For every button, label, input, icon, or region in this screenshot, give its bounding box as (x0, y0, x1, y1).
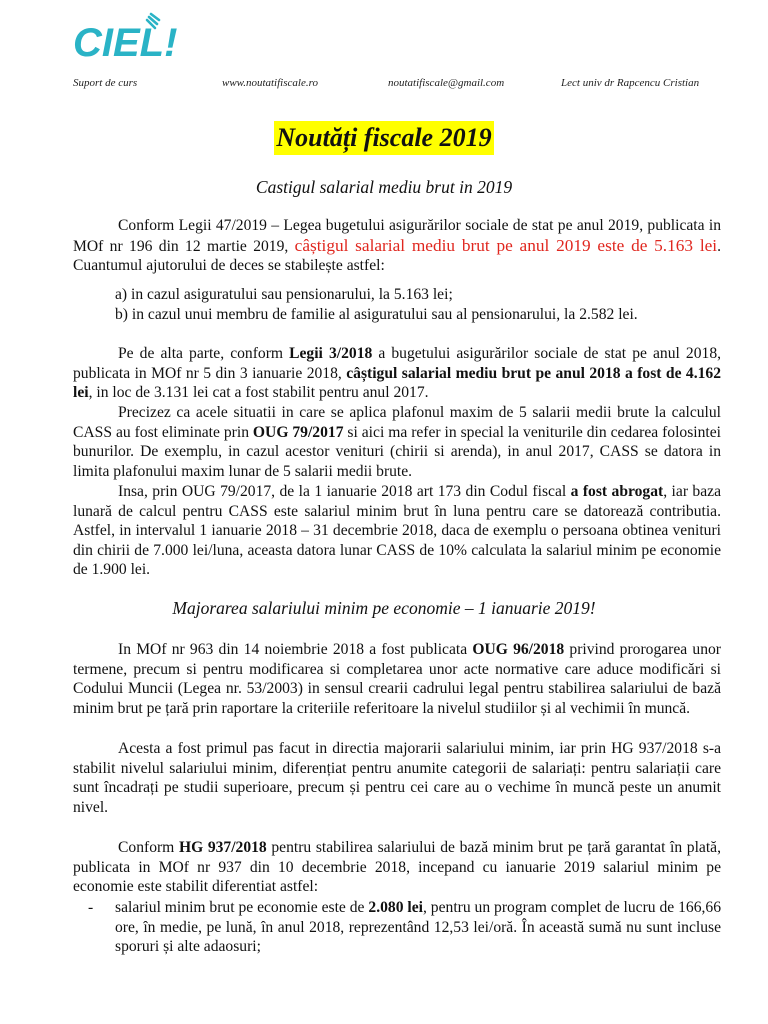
s1p1-highlight: câștigul salarial mediu brut pe anul 2019 este de 5.163 lei (294, 235, 718, 255)
bullet-dash: - (88, 899, 94, 916)
section1-paragraph-4 (73, 482, 721, 580)
header-email: noutatifiscale@gmail.com (388, 77, 505, 89)
s2p1-text-a: In MOf nr 963 din 14 noiembrie 2018 a fost publicata (118, 641, 473, 658)
section2-paragraph-2: Acesta a fost primul pas facut in directia majorarii salariului minim, iar prin HG 937/2018 s-a stabilit nivelul salariului minim, diferențiat pentru anumite categorii de salariați: pentru salariații care sunt încadrați pe studii superioare, precum și pentru cei care au o vechime în muncă peste un anumit nivel. (73, 740, 721, 816)
b1-text-c: , pentru un program complet de lucru de 166,66 ore, în medie, pe lună, în anul 2018, reprezentând 12,53 lei/oră. În această sumă nu sunt incluse sporuri și alte adaosuri; (115, 899, 722, 956)
header-course: Suport de curs (73, 77, 138, 89)
logo-text: CIEL! (73, 21, 178, 65)
list-item-b: b) in cazul unui membru de familie al asiguratului sau al pensionarului, la 2.582 lei. (115, 306, 638, 323)
s2p1-text-c: privind prorogarea unor termene, precum si pentru modificarea si completarea unor acte normative care aduce modificări si Codului Muncii (Legea nr. 53/2003) in sensul crearii cadrului legal pentru stabilirea salariului de bază minim brut pe țară prin raportare la criteriile referitoare la nivelul studiilor și al vechimii în muncă. (73, 641, 721, 717)
section2-paragraph-3 (73, 838, 721, 897)
section1-heading: Castigul salarial mediu brut in 2019 (255, 177, 513, 197)
s1p3-text-c: si aici ma refer in special la veniturile din cedarea folosintei bunurilor. De exemplu, in cazul acestor venituri (chirii si arenda), in anul 2017, CASS se datora in limita plafonului maxim lunar de 5 salarii medii brute. (73, 423, 721, 480)
s1p2-bold-2: câștigul salarial mediu brut pe anul 2018 a fost de 4.162 lei (73, 364, 721, 402)
s1p2-bold-1: Legii 3/2018 (289, 345, 373, 362)
section1-paragraph-2 (73, 344, 721, 403)
title-wrapper (0, 121, 768, 155)
s2p3-text-a: Conform (118, 839, 179, 856)
header-author: Lect univ dr Rapcencu Cristian (561, 77, 700, 89)
s1p1-text-b: . Cuantumul ajutorului de deces se stabilește astfel: (73, 237, 721, 275)
s1p3-text-a: Precizez ca acele situatii in care se aplica plafonul maxim de 5 salarii medii brute la calculul CASS au fost eliminate prin (73, 404, 721, 441)
list-item-a: a) in cazul asiguratului sau pensionarului, la 5.163 lei; (115, 286, 453, 303)
s2p3-text-c: pentru stabilirea salariului de bază minim brut pe țară garantat în plată, publicata in MOf nr 937 din 10 decembrie 2018, incepand cu ianuarie 2019 salariul minim pe economie este stabilit diferentiat astfel: (73, 839, 721, 896)
s1p1-text-a: Conform Legii 47/2019 – Legea bugetului asigurărilor sociale de stat pe anul 2019, publicata in MOf nr 196 din 12 martie 2019, (73, 217, 721, 255)
ciel-logo (73, 10, 178, 65)
bullet-text (115, 898, 721, 957)
s1p4-text-a: Insa, prin OUG 79/2017, de la 1 ianuarie 2018 art 173 din Codul fiscal (118, 483, 571, 500)
header-website: www.noutatifiscale.ro (222, 77, 318, 89)
s1p2-text-d: , in loc de 3.131 lei cat a fost stabilit pentru anul 2017. (88, 384, 429, 402)
section1-paragraph-1 (73, 216, 721, 276)
bullet-item-1 (73, 898, 721, 957)
s1p3-bold: OUG 79/2017 (252, 423, 344, 441)
page-title: Noutăți fiscale 2019 (274, 121, 493, 155)
page-header (0, 77, 768, 93)
s2p1-bold: OUG 96/2018 (472, 641, 565, 658)
s2p3-bold: HG 937/2018 (178, 839, 267, 856)
section2-paragraph-1 (73, 640, 721, 718)
section2-heading: Majorarea salariului minim pe economie – 1 ianuarie 2019! (172, 598, 596, 618)
b1-text-a: salariul minim brut pe economie este de (115, 899, 369, 916)
s1p2-text-c: a bugetului asigurărilor sociale de stat pe anul 2018, publicata in MOf nr 5 din 3 ianuarie 2018, (73, 345, 722, 382)
s1p2-text-a: Pe de alta parte, conform (118, 345, 290, 362)
s1p4-bold: a fost abrogat (570, 483, 664, 500)
section1-paragraph-3 (73, 403, 721, 481)
b1-bold: 2.080 lei (368, 899, 423, 916)
s1p4-text-c: , iar baza lunară de calcul pentru CASS este salariul minim brut în luna pentru care se datorează contributia. Astfel, in intervalul 1 ianuarie 2018 – 31 decembrie 2018, daca de exemplu o persoana obtinea venituri din chirii de 7.000 lei/luna, aceasta datora lunar CASS de 10% calculata la salariul minim pe economie de 1.900 lei. (73, 483, 721, 579)
